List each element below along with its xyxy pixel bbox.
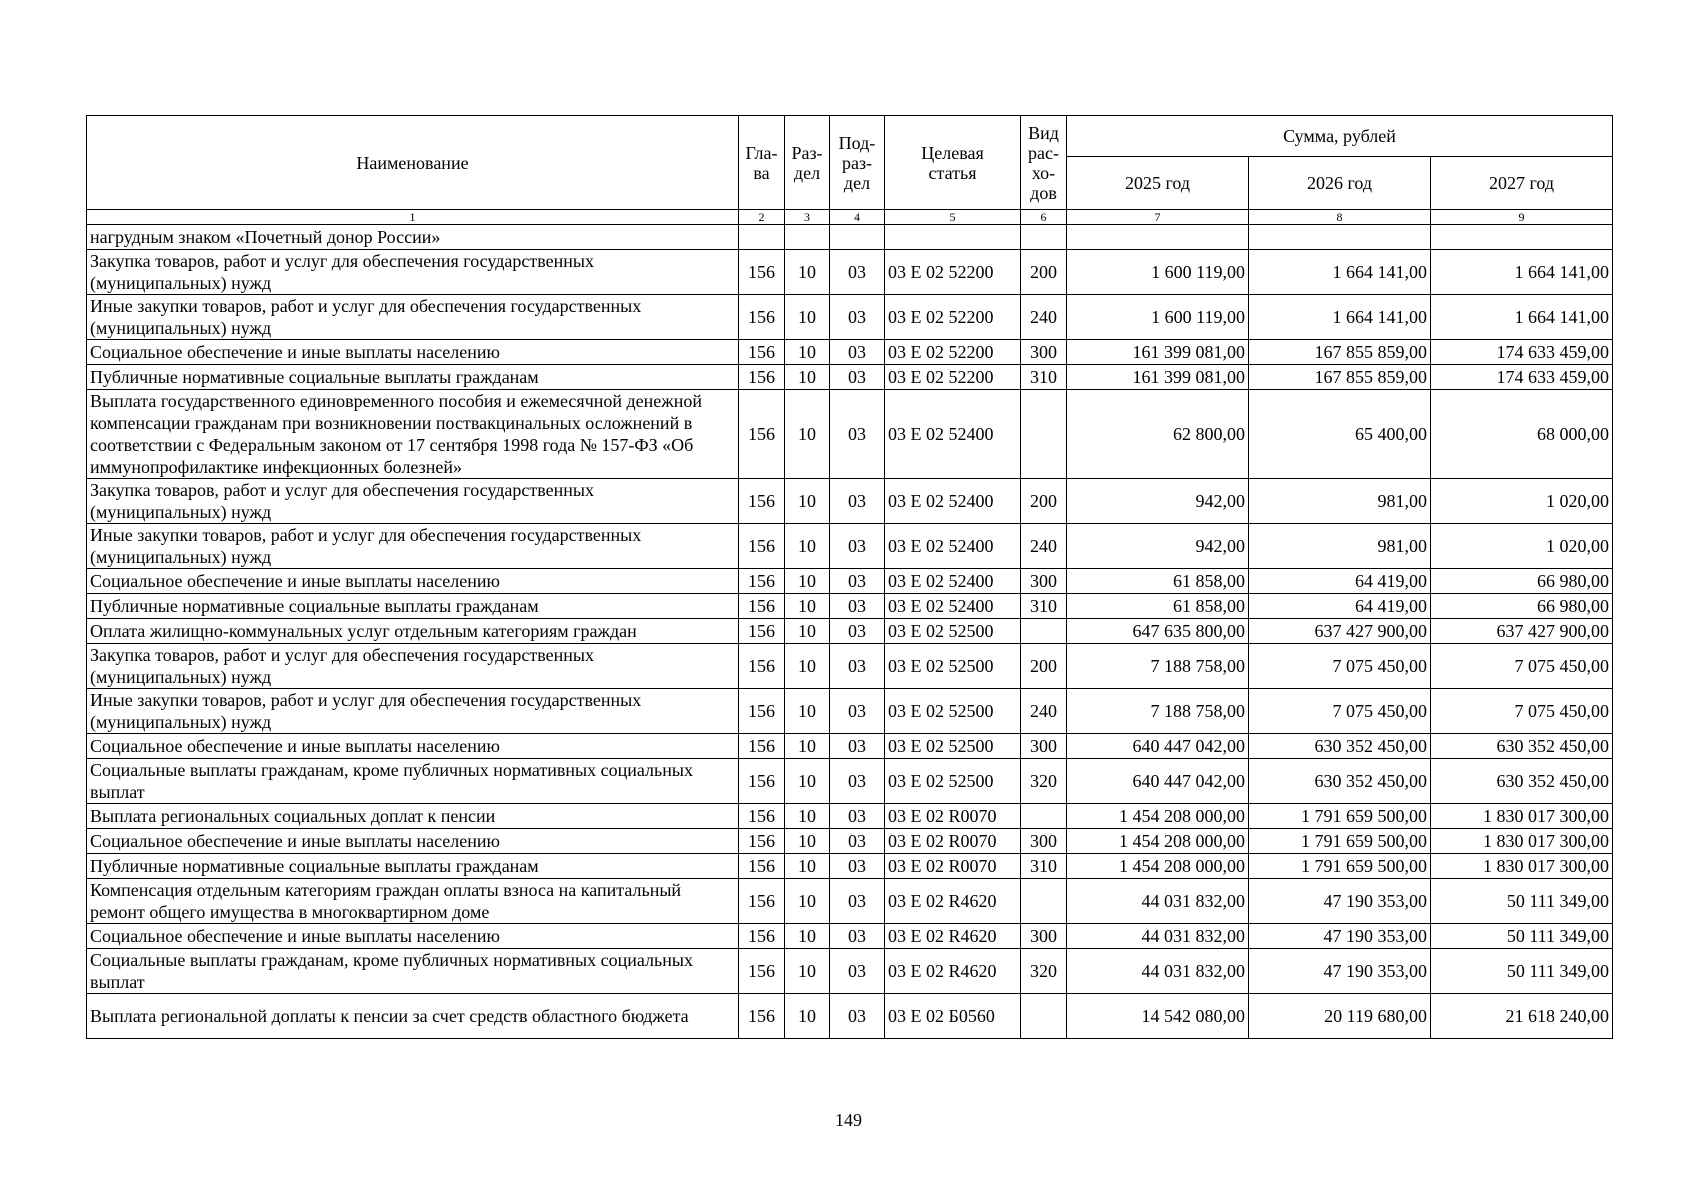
row-razdel: 10	[785, 250, 830, 295]
row-name: нагрудным знаком «Почетный донор России»	[87, 225, 739, 250]
row-name: Оплата жилищно-коммунальных услуг отдельным категориям граждан	[87, 619, 739, 644]
row-vid-rashodov	[1021, 994, 1067, 1039]
row-sum-2027: 66 980,00	[1431, 594, 1613, 619]
row-vid-rashodov: 300	[1021, 569, 1067, 594]
row-sum-2026: 47 190 353,00	[1249, 879, 1431, 924]
row-sum-2026: 1 664 141,00	[1249, 295, 1431, 340]
row-sum-2025: 7 188 758,00	[1067, 644, 1249, 689]
row-glava: 156	[739, 365, 785, 390]
row-podrazdel: 03	[830, 479, 885, 524]
row-sum-2025: 7 188 758,00	[1067, 689, 1249, 734]
row-podrazdel: 03	[830, 734, 885, 759]
row-celevaya-statya: 03 Е 02 52400	[885, 524, 1021, 569]
row-sum-2027: 66 980,00	[1431, 569, 1613, 594]
row-name: Социальные выплаты гражданам, кроме публичных нормативных социальных выплат	[87, 949, 739, 994]
row-glava: 156	[739, 594, 785, 619]
row-celevaya-statya: 03 Е 02 52500	[885, 644, 1021, 689]
row-glava: 156	[739, 479, 785, 524]
row-glava: 156	[739, 829, 785, 854]
row-sum-2026: 630 352 450,00	[1249, 759, 1431, 804]
row-name: Публичные нормативные социальные выплаты гражданам	[87, 365, 739, 390]
page-number: 149	[835, 1110, 862, 1130]
row-celevaya-statya: 03 Е 02 52400	[885, 569, 1021, 594]
row-sum-2026: 64 419,00	[1249, 569, 1431, 594]
row-sum-2026: 65 400,00	[1249, 390, 1431, 479]
table-row	[87, 479, 1613, 524]
table-row	[87, 594, 1613, 619]
row-vid-rashodov: 300	[1021, 734, 1067, 759]
row-name: Закупка товаров, работ и услуг для обеспечения государственных (муниципальных) нужд	[87, 479, 739, 524]
row-glava: 156	[739, 949, 785, 994]
row-name: Социальное обеспечение и иные выплаты населению	[87, 924, 739, 949]
row-name: Выплата государственного единовременного пособия и ежемесячной денежной компенсации гражданам при возникновении поствакцинальных осложнений в соответствии с Федеральным законом от 17 сентября 1998 года № 157-ФЗ «Об иммунопрофилактике инфекционных болезней»	[87, 390, 739, 479]
row-razdel: 10	[785, 949, 830, 994]
column-number: 3	[785, 210, 830, 225]
row-celevaya-statya: 03 Е 02 52500	[885, 759, 1021, 804]
row-vid-rashodov: 240	[1021, 524, 1067, 569]
row-sum-2025: 942,00	[1067, 479, 1249, 524]
row-razdel: 10	[785, 854, 830, 879]
header-glava: Гла- ва	[739, 116, 785, 210]
row-sum-2027: 637 427 900,00	[1431, 619, 1613, 644]
row-sum-2026: 981,00	[1249, 524, 1431, 569]
row-sum-2025: 62 800,00	[1067, 390, 1249, 479]
row-podrazdel: 03	[830, 689, 885, 734]
row-sum-2025: 161 399 081,00	[1067, 340, 1249, 365]
row-celevaya-statya: 03 Е 02 52500	[885, 619, 1021, 644]
row-sum-2027: 1 020,00	[1431, 479, 1613, 524]
row-sum-2026: 167 855 859,00	[1249, 340, 1431, 365]
row-razdel	[785, 225, 830, 250]
row-celevaya-statya: 03 Е 02 52200	[885, 295, 1021, 340]
row-razdel: 10	[785, 594, 830, 619]
row-sum-2026: 7 075 450,00	[1249, 689, 1431, 734]
row-razdel: 10	[785, 734, 830, 759]
row-name: Компенсация отдельным категориям граждан оплаты взноса на капитальный ремонт общего имущества в многоквартирном доме	[87, 879, 739, 924]
row-name: Социальное обеспечение и иные выплаты населению	[87, 734, 739, 759]
row-razdel: 10	[785, 524, 830, 569]
row-sum-2027: 7 075 450,00	[1431, 689, 1613, 734]
row-celevaya-statya: 03 Е 02 R4620	[885, 924, 1021, 949]
row-celevaya-statya: 03 Е 02 52200	[885, 340, 1021, 365]
row-vid-rashodov: 320	[1021, 949, 1067, 994]
row-name: Социальные выплаты гражданам, кроме публичных нормативных социальных выплат	[87, 759, 739, 804]
row-vid-rashodov	[1021, 225, 1067, 250]
column-number: 9	[1431, 210, 1613, 225]
row-sum-2025: 161 399 081,00	[1067, 365, 1249, 390]
table-row	[87, 569, 1613, 594]
row-sum-2027: 630 352 450,00	[1431, 734, 1613, 759]
row-sum-2026: 20 119 680,00	[1249, 994, 1431, 1039]
row-sum-2027: 174 633 459,00	[1431, 365, 1613, 390]
row-glava: 156	[739, 854, 785, 879]
row-podrazdel: 03	[830, 949, 885, 994]
column-numbers-row	[87, 210, 1613, 225]
table-row	[87, 365, 1613, 390]
row-sum-2025: 44 031 832,00	[1067, 879, 1249, 924]
row-podrazdel: 03	[830, 619, 885, 644]
row-sum-2025: 61 858,00	[1067, 594, 1249, 619]
row-glava: 156	[739, 619, 785, 644]
row-celevaya-statya: 03 Е 02 52400	[885, 594, 1021, 619]
row-podrazdel	[830, 225, 885, 250]
row-sum-2025: 14 542 080,00	[1067, 994, 1249, 1039]
table-row	[87, 879, 1613, 924]
row-razdel: 10	[785, 365, 830, 390]
row-sum-2026: 64 419,00	[1249, 594, 1431, 619]
row-celevaya-statya: 03 Е 02 52400	[885, 479, 1021, 524]
row-sum-2027: 1 830 017 300,00	[1431, 804, 1613, 829]
row-sum-2025: 1 600 119,00	[1067, 250, 1249, 295]
row-sum-2027: 1 664 141,00	[1431, 295, 1613, 340]
row-sum-2026: 47 190 353,00	[1249, 924, 1431, 949]
table-row	[87, 949, 1613, 994]
row-razdel: 10	[785, 689, 830, 734]
row-sum-2025: 44 031 832,00	[1067, 924, 1249, 949]
table-row	[87, 340, 1613, 365]
row-razdel: 10	[785, 479, 830, 524]
row-razdel: 10	[785, 340, 830, 365]
row-razdel: 10	[785, 879, 830, 924]
row-celevaya-statya: 03 Е 02 52400	[885, 390, 1021, 479]
row-glava: 156	[739, 689, 785, 734]
row-name: Закупка товаров, работ и услуг для обеспечения государственных (муниципальных) нужд	[87, 250, 739, 295]
table-row	[87, 524, 1613, 569]
row-sum-2027: 1 020,00	[1431, 524, 1613, 569]
row-razdel: 10	[785, 295, 830, 340]
header-name: Наименование	[87, 116, 739, 210]
table-row	[87, 759, 1613, 804]
row-sum-2025: 1 600 119,00	[1067, 295, 1249, 340]
row-vid-rashodov: 310	[1021, 594, 1067, 619]
row-name: Иные закупки товаров, работ и услуг для обеспечения государственных (муниципальных) нужд	[87, 295, 739, 340]
row-sum-2026: 7 075 450,00	[1249, 644, 1431, 689]
header-podrazdel: Под- раз- дел	[830, 116, 885, 210]
row-sum-2027: 1 830 017 300,00	[1431, 854, 1613, 879]
row-vid-rashodov: 300	[1021, 829, 1067, 854]
table-row	[87, 734, 1613, 759]
row-sum-2026: 1 791 659 500,00	[1249, 829, 1431, 854]
row-razdel: 10	[785, 619, 830, 644]
row-sum-2027: 68 000,00	[1431, 390, 1613, 479]
row-podrazdel: 03	[830, 569, 885, 594]
column-number: 5	[885, 210, 1021, 225]
table-header	[87, 116, 1613, 225]
row-podrazdel: 03	[830, 594, 885, 619]
row-vid-rashodov: 300	[1021, 924, 1067, 949]
row-vid-rashodov: 240	[1021, 295, 1067, 340]
row-celevaya-statya: 03 Е 02 52500	[885, 689, 1021, 734]
row-glava: 156	[739, 734, 785, 759]
table-row	[87, 619, 1613, 644]
row-sum-2025: 647 635 800,00	[1067, 619, 1249, 644]
row-glava	[739, 225, 785, 250]
row-razdel: 10	[785, 924, 830, 949]
header-year-2025: 2025 год	[1067, 157, 1249, 210]
row-glava: 156	[739, 879, 785, 924]
row-podrazdel: 03	[830, 854, 885, 879]
row-sum-2025: 1 454 208 000,00	[1067, 804, 1249, 829]
row-sum-2025: 942,00	[1067, 524, 1249, 569]
row-name: Иные закупки товаров, работ и услуг для обеспечения государственных (муниципальных) нужд	[87, 524, 739, 569]
row-sum-2025: 640 447 042,00	[1067, 759, 1249, 804]
row-name: Социальное обеспечение и иные выплаты населению	[87, 340, 739, 365]
row-glava: 156	[739, 340, 785, 365]
row-name: Выплата региональной доплаты к пенсии за счет средств областного бюджета	[87, 994, 739, 1039]
table-row	[87, 390, 1613, 479]
column-number: 8	[1249, 210, 1431, 225]
row-vid-rashodov: 310	[1021, 365, 1067, 390]
row-razdel: 10	[785, 994, 830, 1039]
row-sum-2027: 1 830 017 300,00	[1431, 829, 1613, 854]
row-name: Публичные нормативные социальные выплаты гражданам	[87, 854, 739, 879]
table-row	[87, 829, 1613, 854]
row-sum-2026: 1 664 141,00	[1249, 250, 1431, 295]
row-name: Выплата региональных социальных доплат к пенсии	[87, 804, 739, 829]
row-name: Публичные нормативные социальные выплаты гражданам	[87, 594, 739, 619]
row-podrazdel: 03	[830, 250, 885, 295]
row-sum-2027: 1 664 141,00	[1431, 250, 1613, 295]
row-podrazdel: 03	[830, 759, 885, 804]
row-podrazdel: 03	[830, 295, 885, 340]
row-sum-2026: 47 190 353,00	[1249, 949, 1431, 994]
row-sum-2027: 174 633 459,00	[1431, 340, 1613, 365]
column-number: 4	[830, 210, 885, 225]
row-vid-rashodov	[1021, 879, 1067, 924]
table-row	[87, 804, 1613, 829]
header-vid-rashodov: Вид рас- хо- дов	[1021, 116, 1067, 210]
row-celevaya-statya: 03 Е 02 52200	[885, 365, 1021, 390]
row-sum-2026: 981,00	[1249, 479, 1431, 524]
row-celevaya-statya: 03 Е 02 R4620	[885, 879, 1021, 924]
header-razdel: Раз- дел	[785, 116, 830, 210]
row-vid-rashodov: 200	[1021, 479, 1067, 524]
row-vid-rashodov	[1021, 390, 1067, 479]
row-vid-rashodov: 300	[1021, 340, 1067, 365]
row-vid-rashodov: 200	[1021, 250, 1067, 295]
row-glava: 156	[739, 994, 785, 1039]
row-razdel: 10	[785, 759, 830, 804]
row-vid-rashodov	[1021, 619, 1067, 644]
row-glava: 156	[739, 250, 785, 295]
row-name: Социальное обеспечение и иные выплаты населению	[87, 569, 739, 594]
table-body	[87, 225, 1613, 1039]
row-razdel: 10	[785, 569, 830, 594]
row-celevaya-statya: 03 Е 02 R0070	[885, 829, 1021, 854]
row-podrazdel: 03	[830, 390, 885, 479]
row-vid-rashodov: 320	[1021, 759, 1067, 804]
header-celevaya-statya: Целевая статья	[885, 116, 1021, 210]
row-sum-2026: 630 352 450,00	[1249, 734, 1431, 759]
row-glava: 156	[739, 390, 785, 479]
table-row	[87, 644, 1613, 689]
row-celevaya-statya: 03 Е 02 52500	[885, 734, 1021, 759]
row-glava: 156	[739, 644, 785, 689]
row-sum-2026: 637 427 900,00	[1249, 619, 1431, 644]
row-sum-2025: 44 031 832,00	[1067, 949, 1249, 994]
row-sum-2026	[1249, 225, 1431, 250]
row-celevaya-statya: 03 Е 02 52200	[885, 250, 1021, 295]
row-celevaya-statya: 03 Е 02 Б0560	[885, 994, 1021, 1039]
row-glava: 156	[739, 295, 785, 340]
row-vid-rashodov	[1021, 804, 1067, 829]
column-number: 6	[1021, 210, 1067, 225]
row-sum-2025: 61 858,00	[1067, 569, 1249, 594]
row-name: Социальное обеспечение и иные выплаты населению	[87, 829, 739, 854]
row-sum-2026: 1 791 659 500,00	[1249, 804, 1431, 829]
table-row	[87, 994, 1613, 1039]
row-celevaya-statya: 03 Е 02 R0070	[885, 804, 1021, 829]
row-celevaya-statya: 03 Е 02 R0070	[885, 854, 1021, 879]
row-razdel: 10	[785, 644, 830, 689]
row-glava: 156	[739, 569, 785, 594]
row-sum-2025: 1 454 208 000,00	[1067, 829, 1249, 854]
row-celevaya-statya: 03 Е 02 R4620	[885, 949, 1021, 994]
row-sum-2027: 630 352 450,00	[1431, 759, 1613, 804]
table-row	[87, 924, 1613, 949]
row-name: Иные закупки товаров, работ и услуг для обеспечения государственных (муниципальных) нужд	[87, 689, 739, 734]
header-sum: Сумма, рублей	[1067, 116, 1613, 157]
table-row	[87, 295, 1613, 340]
row-name: Закупка товаров, работ и услуг для обеспечения государственных (муниципальных) нужд	[87, 644, 739, 689]
row-podrazdel: 03	[830, 879, 885, 924]
row-podrazdel: 03	[830, 524, 885, 569]
column-number: 1	[87, 210, 739, 225]
table-row	[87, 689, 1613, 734]
row-sum-2027	[1431, 225, 1613, 250]
table-row	[87, 225, 1613, 250]
row-podrazdel: 03	[830, 924, 885, 949]
row-podrazdel: 03	[830, 804, 885, 829]
row-sum-2025: 1 454 208 000,00	[1067, 854, 1249, 879]
row-sum-2027: 7 075 450,00	[1431, 644, 1613, 689]
row-sum-2027: 50 111 349,00	[1431, 924, 1613, 949]
row-glava: 156	[739, 759, 785, 804]
row-sum-2027: 50 111 349,00	[1431, 949, 1613, 994]
row-celevaya-statya	[885, 225, 1021, 250]
row-sum-2027: 50 111 349,00	[1431, 879, 1613, 924]
row-razdel: 10	[785, 804, 830, 829]
column-number: 2	[739, 210, 785, 225]
row-podrazdel: 03	[830, 365, 885, 390]
table-row	[87, 250, 1613, 295]
header-year-2027: 2027 год	[1431, 157, 1613, 210]
row-vid-rashodov: 310	[1021, 854, 1067, 879]
budget-table	[86, 115, 1613, 1039]
table-row	[87, 854, 1613, 879]
row-glava: 156	[739, 524, 785, 569]
row-vid-rashodov: 240	[1021, 689, 1067, 734]
column-number: 7	[1067, 210, 1249, 225]
header-year-2026: 2026 год	[1249, 157, 1431, 210]
row-sum-2026: 1 791 659 500,00	[1249, 854, 1431, 879]
row-razdel: 10	[785, 390, 830, 479]
row-podrazdel: 03	[830, 340, 885, 365]
row-vid-rashodov: 200	[1021, 644, 1067, 689]
row-sum-2025: 640 447 042,00	[1067, 734, 1249, 759]
row-podrazdel: 03	[830, 994, 885, 1039]
row-podrazdel: 03	[830, 829, 885, 854]
row-podrazdel: 03	[830, 644, 885, 689]
row-sum-2027: 21 618 240,00	[1431, 994, 1613, 1039]
row-sum-2026: 167 855 859,00	[1249, 365, 1431, 390]
row-glava: 156	[739, 924, 785, 949]
row-razdel: 10	[785, 829, 830, 854]
row-sum-2025	[1067, 225, 1249, 250]
row-glava: 156	[739, 804, 785, 829]
